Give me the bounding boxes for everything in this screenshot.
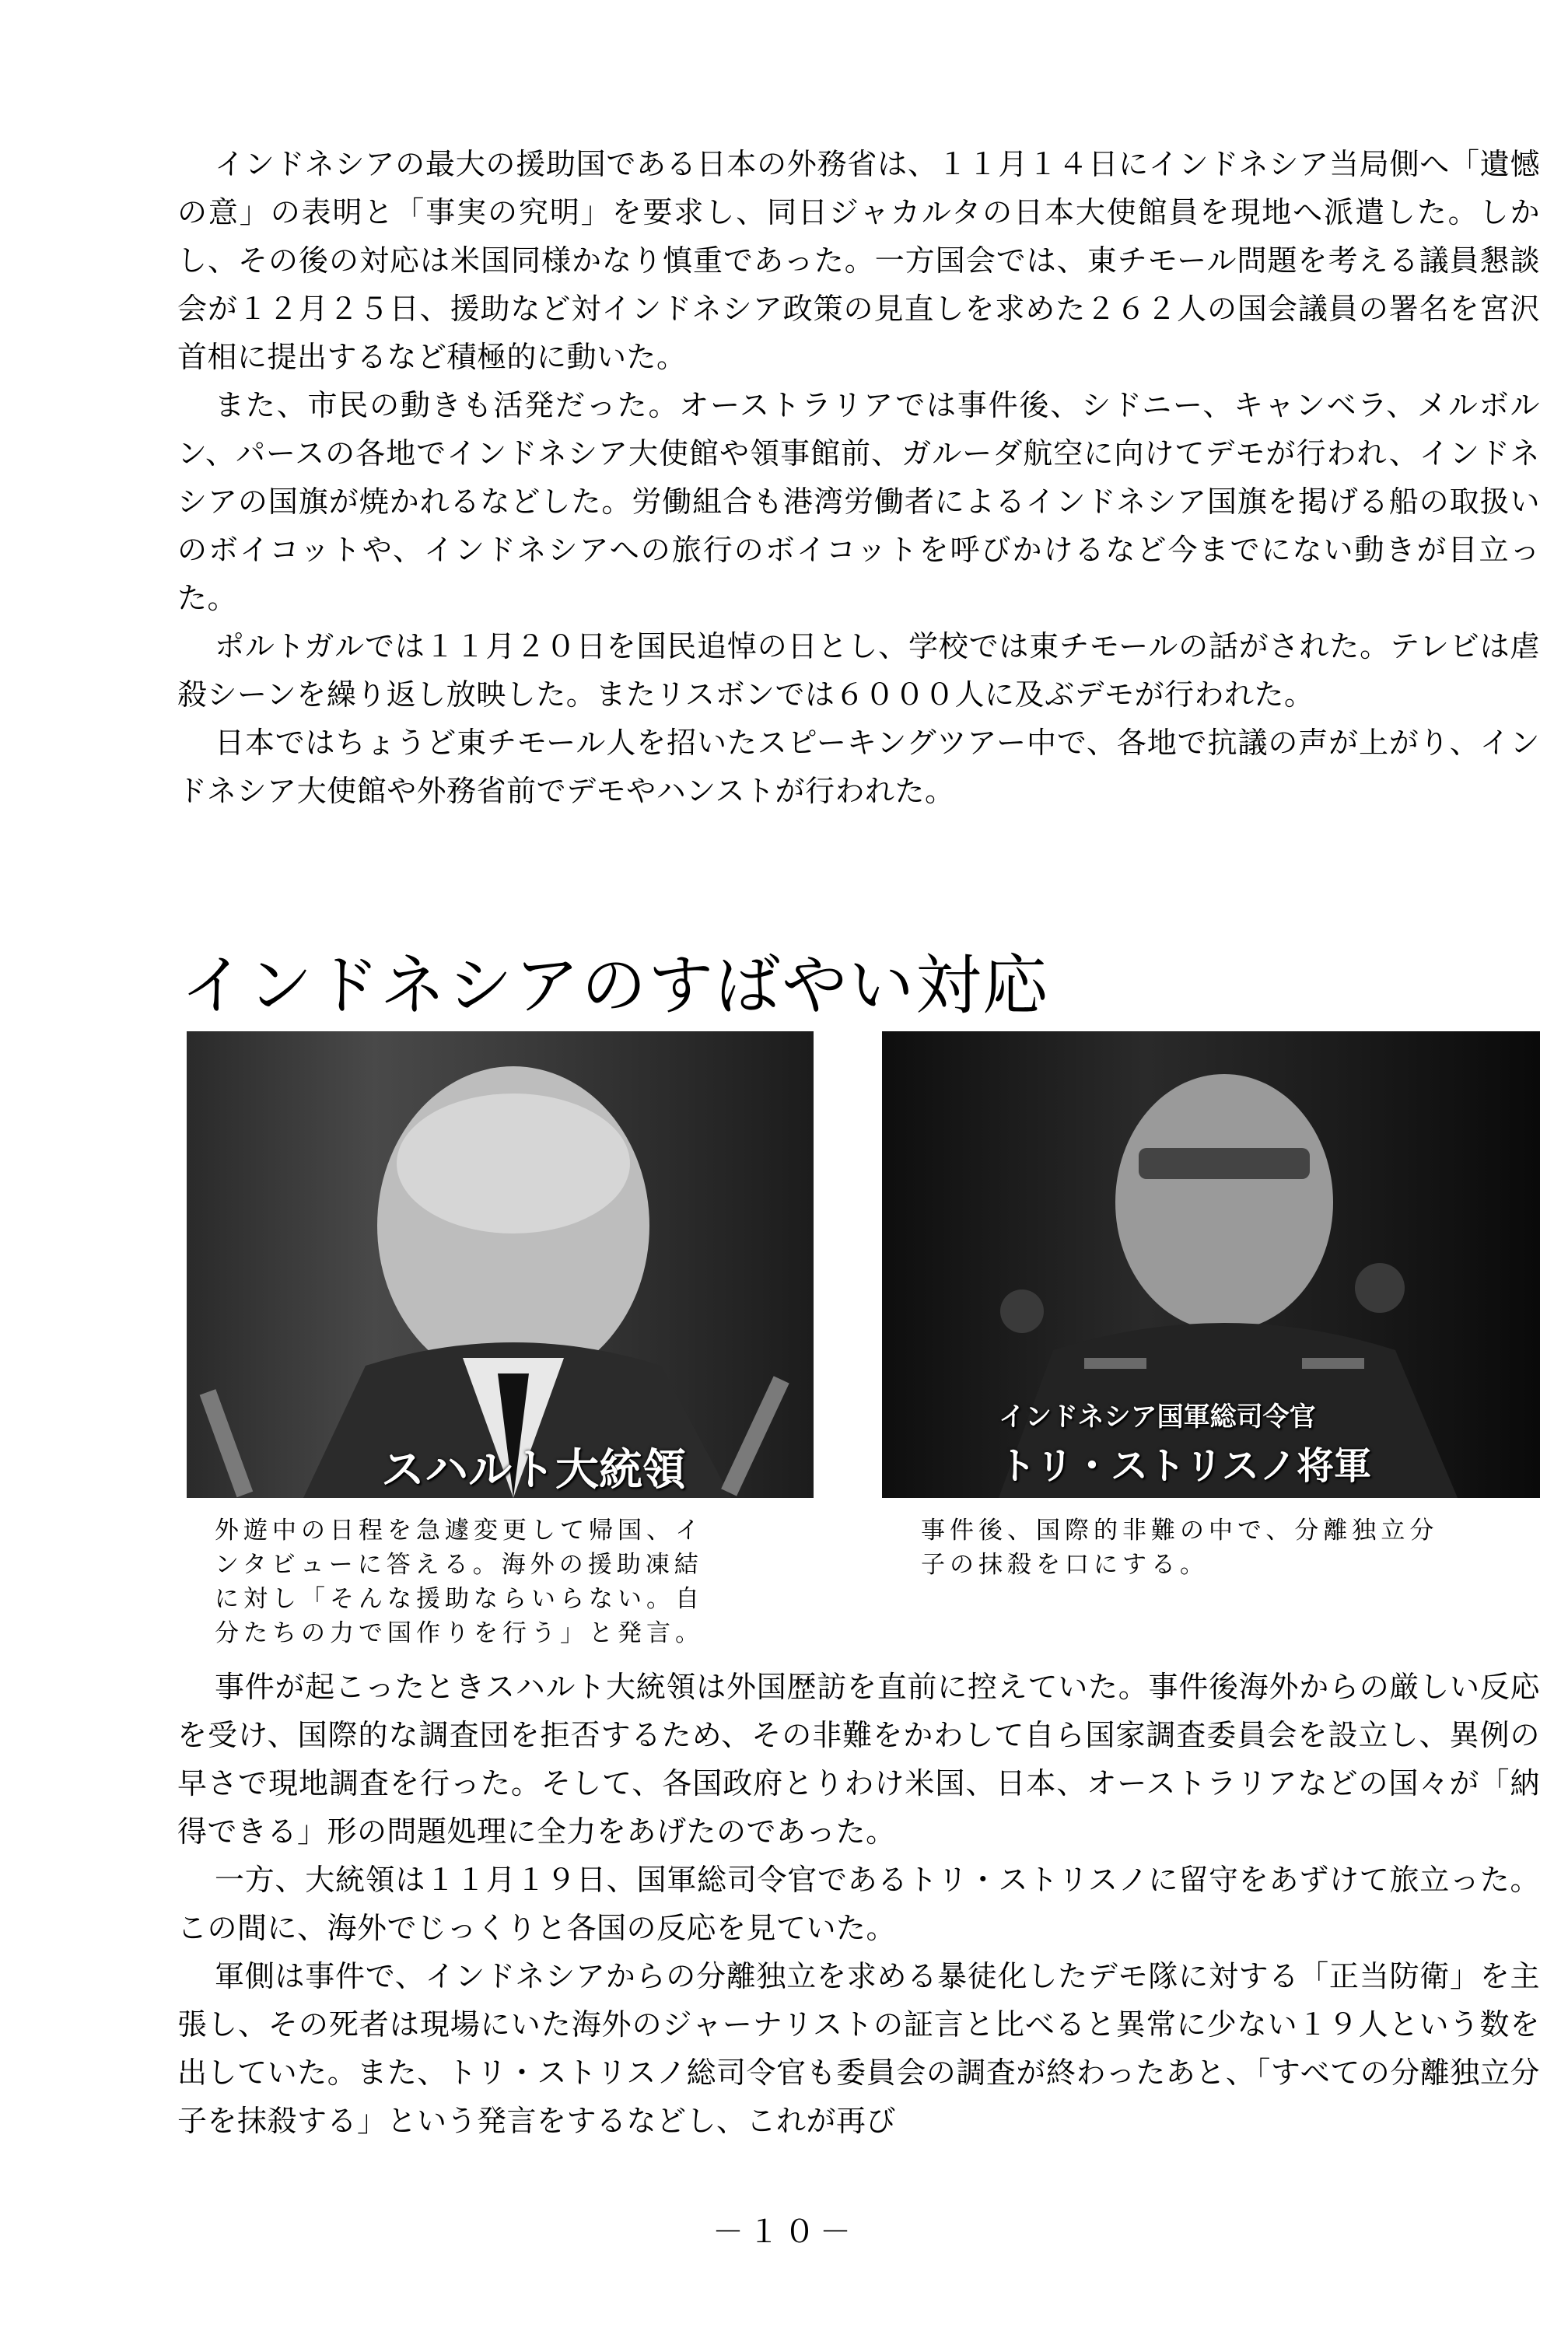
photo-backdrop — [187, 1031, 814, 1498]
photo-caption-left: 外遊中の日程を急遽変更して帰国、イ ンタビューに答える。海外の援助凍結 に対し「そんな援助ならいらない。自 分たちの力で国作りを行う」と発言。 — [215, 1517, 704, 1647]
photo-caption-right: 事件後、国際的非難の中で、分離独立分 子の抹殺を口にする。 — [921, 1517, 1439, 1579]
photo-overlay-label: トリ・ストリスノ将軍 — [999, 1444, 1372, 1488]
section-heading: インドネシアのすばやい対応 — [180, 947, 1050, 1024]
paragraph: また、市民の動きも活発だった。オーストラリアでは事件後、シドニー、キャンベラ、メルボルン、パースの各地でインドネシア大使館や領事館前、ガルーダ航空に向けてデモが行われ、インドネシアの国旗が焼かれるなどした。労働組合も港湾労働者によるインドネシア国旗を掲げる船の取扱いのボイコットや、インドネシアへの旅行のボイコットを呼びかけるなど今までにない動きが目立った。 — [177, 388, 1540, 615]
paragraph: 軍側は事件で、インドネシアからの分離独立を求める暴徒化したデモ隊に対する「正当防衛」を主張し、その死者は現場にいた海外のジャーナリストの証言と比べると異常に少ない１９人という数を出していた。また、トリ・ストリスノ総司令官も委員会の調査が終わったあと、「すべての分離独立分子を抹殺する」という発言をするなどし、これが再び — [177, 1959, 1540, 2138]
paragraph: 日本ではちょうど東チモール人を招いたスピーキングツアー中で、各地で抗議の声が上がり、インドネシア大使館や外務省前でデモやハンストが行われた。 — [177, 726, 1540, 808]
body-text-top — [177, 140, 1540, 815]
paragraph: インドネシアの最大の援助国である日本の外務省は、１１月１４日にインドネシア当局側へ「遺憾の意」の表明と「事実の究明」を要求し、同日ジャカルタの日本大使館員を現地へ派遣した。しかし、その後の対応は米国同様かなり慎重であった。一方国会では、東チモール問題を考える議員懇談会が１２月２５日、援助など対インドネシア政策の見直しを求めた２６２人の国会議員の署名を宮沢首相に提出するなど積極的に動いた。 — [177, 147, 1540, 374]
paragraph: 一方、大統領は１１月１９日、国軍総司令官であるトリ・ストリスノに留守をあずけて旅立った。この間に、海外でじっくりと各国の反応を見ていた。 — [177, 1863, 1540, 1945]
paragraph: 事件が起こったときスハルト大統領は外国歴訪を直前に控えていた。事件後海外からの厳しい反応を受け、国際的な調査団を拒否するため、その非難をかわして自ら国家調査委員会を設立し、異例の早さで現地調査を行った。そして、各国政府とりわけ米国、日本、オーストラリアなどの国々が「納得できる」形の問題処理に全力をあげたのであった。 — [177, 1670, 1540, 1849]
photo-suharto — [187, 1031, 814, 1498]
paragraph: ポルトガルでは１１月２０日を国民追悼の日とし、学校では東チモールの話がされた。テレビは虐殺シーンを繰り返し放映した。またリスボンでは６０００人に及ぶデモが行われた。 — [177, 629, 1540, 712]
page-number: －１０－ — [712, 2214, 856, 2250]
photo-overlay-label: スハルト大統領 — [381, 1445, 686, 1496]
photo-try-sutrisno — [882, 1031, 1540, 1498]
photo-overlay-title: インドネシア国軍総司令官 — [999, 1401, 1316, 1433]
body-text-bottom — [177, 1663, 1540, 2145]
portrait-figure — [187, 1031, 814, 1498]
